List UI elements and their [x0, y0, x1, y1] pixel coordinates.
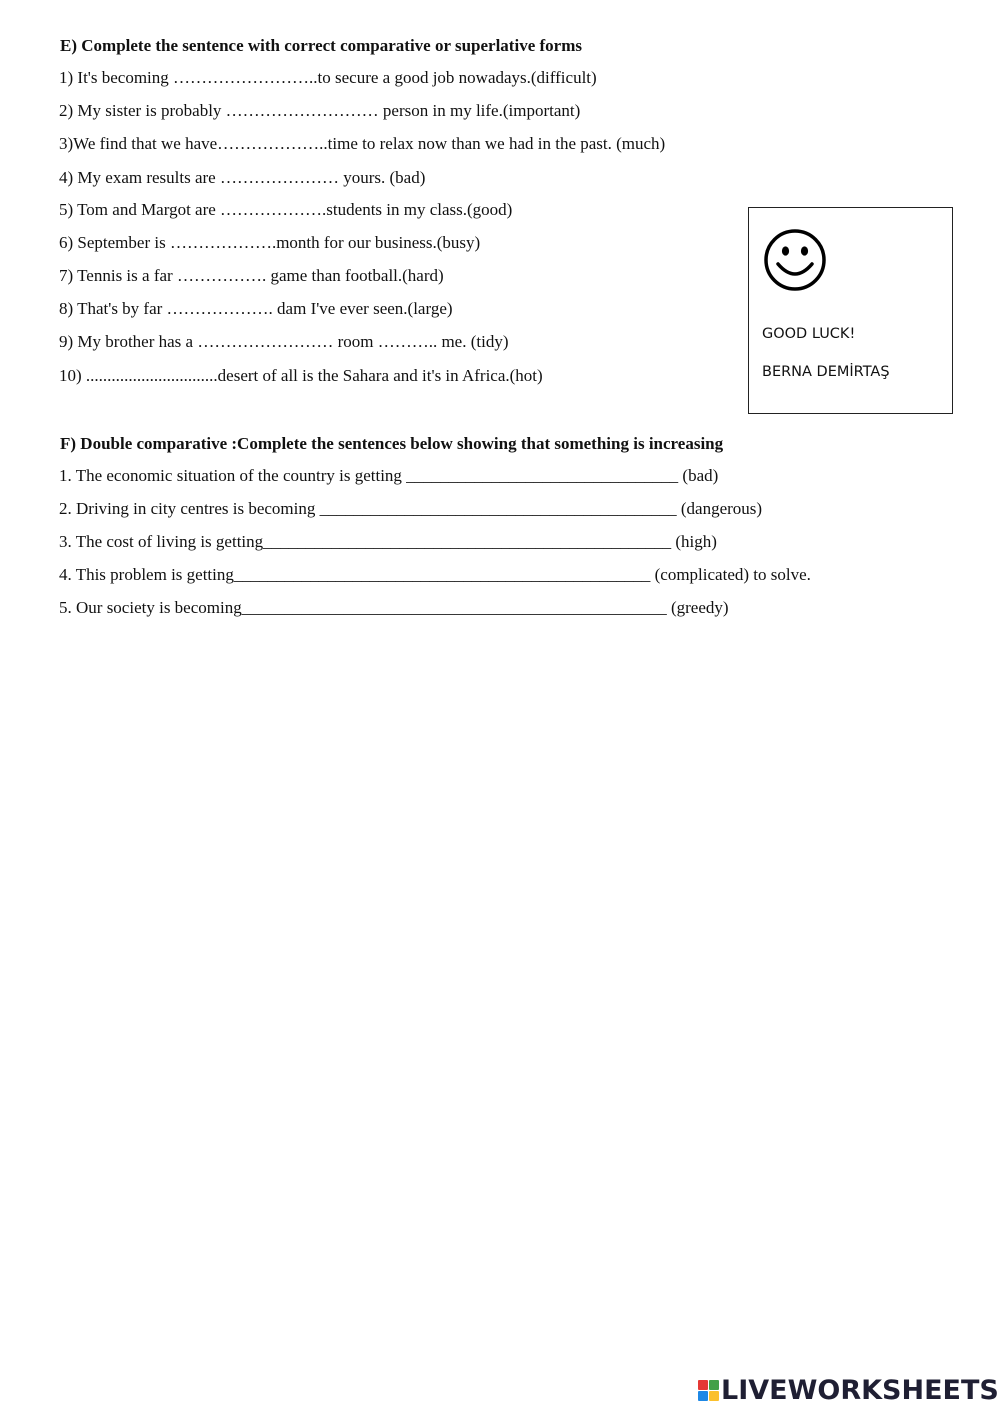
- exercise-f-item-5: 5. Our society is becoming__________________________________________________ (greedy): [59, 598, 729, 617]
- section-e-heading: E) Complete the sentence with correct comparative or superlative forms: [60, 36, 582, 55]
- exercise-e-item-5: 5) Tom and Margot are ……………….students in my class.(good): [59, 200, 513, 219]
- brand-block: [698, 1391, 708, 1401]
- good-luck-text: GOOD LUCK!: [762, 326, 856, 342]
- exercise-e-item-2: 2) My sister is probably ……………………… person in my life.(important): [59, 101, 581, 120]
- exercise-e-item-1: 1) It's becoming ……………………..to secure a good job nowadays.(difficult): [59, 68, 597, 87]
- brand-block: [709, 1380, 719, 1390]
- author-name: BERNA DEMİRTAŞ: [762, 364, 890, 380]
- exercise-f-item-1: 1. The economic situation of the country is getting ________________________________ (bad): [59, 466, 719, 485]
- brand-block: [709, 1391, 719, 1401]
- exercise-e-item-3: 3)We find that we have………………..time to relax now than we had in the past. (much): [59, 134, 666, 153]
- exercise-e-item-7: 7) Tennis is a far ……………. game than football.(hard): [59, 266, 444, 285]
- exercise-e-item-10: 10) ...............................desert of all is the Sahara and it's in Africa.(hot): [59, 366, 543, 385]
- brand-block: [698, 1380, 708, 1390]
- section-f-heading: F) Double comparative :Complete the sentences below showing that something is increasing: [60, 434, 724, 453]
- exercise-e-item-8: 8) That's by far ………………. dam I've ever seen.(large): [59, 299, 453, 318]
- good-luck-box: [748, 207, 953, 414]
- exercise-f-item-4: 4. This problem is getting_________________________________________________ (complicated) to solve.: [59, 565, 811, 584]
- exercise-f-item-3: 3. The cost of living is getting________________________________________________ (high): [59, 532, 717, 551]
- exercise-f-item-2: 2. Driving in city centres is becoming __________________________________________ (dangerous): [59, 499, 763, 518]
- brand-text: LIVEWORKSHEETS: [721, 1375, 999, 1406]
- brand-blocks-icon: [698, 1380, 719, 1401]
- exercise-e-item-9: 9) My brother has a …………………… room ……….. me. (tidy): [59, 332, 509, 351]
- smiley-icon: [763, 228, 827, 292]
- exercise-e-item-6: 6) September is ……………….month for our business.(busy): [59, 233, 481, 252]
- liveworksheets-logo: [698, 1375, 999, 1406]
- exercise-e-item-4: 4) My exam results are ………………… yours. (bad): [59, 168, 426, 187]
